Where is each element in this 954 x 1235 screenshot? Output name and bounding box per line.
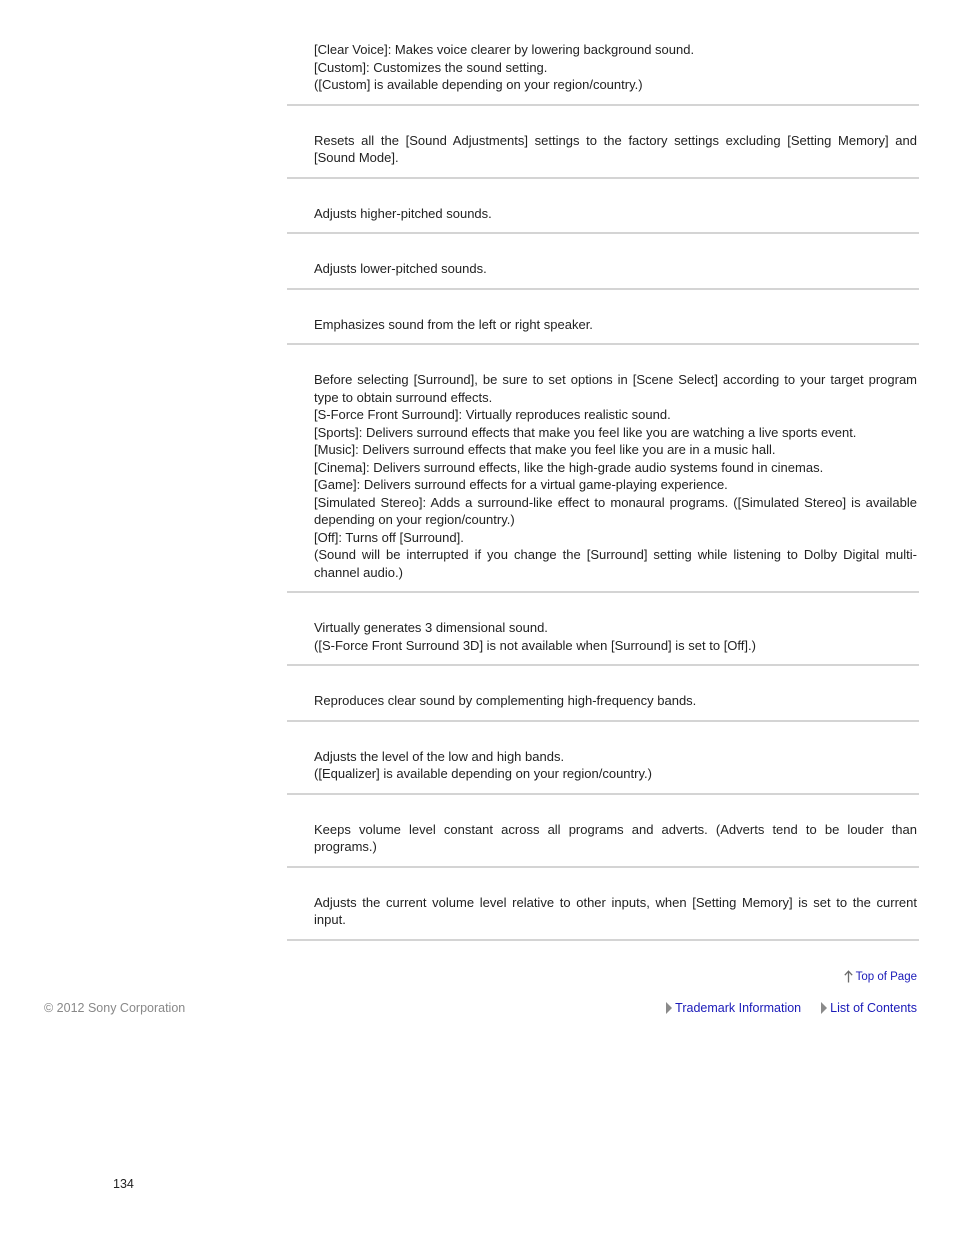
description-line: [Music]: Delivers surround effects that make you feel like you are in a music hall. — [314, 442, 776, 457]
description-line: Emphasizes sound from the left or right speaker. — [314, 316, 593, 332]
description-line: [Custom]: Customizes the sound setting. — [314, 59, 548, 75]
description-line: [Simulated Stereo]: Adds a surround-like effect to monaural programs. ([Simulated Stereo] is available depending on your region/country.) — [314, 494, 917, 527]
description-line: [Clear Voice]: Makes voice clearer by lowering background sound. — [314, 42, 695, 57]
list-of-contents-label: List of Contents — [830, 1001, 917, 1015]
list-of-contents-link[interactable] — [821, 1001, 917, 1015]
description-line: [Cinema]: Delivers surround effects, like the high-grade audio systems found in cinemas. — [314, 459, 824, 475]
description-line: ([S-Force Front Surround 3D] is not available when [Surround] is set to [Off].) — [314, 637, 756, 653]
description-line: ([Custom] is available depending on your region/country.) — [314, 77, 643, 92]
setting-row-reset — [287, 132, 919, 179]
description-line: (Sound will be interrupted if you change the [Surround] setting while listening to Dolby Digital multi-channel audio.) — [314, 547, 917, 580]
setting-description — [314, 316, 917, 334]
description-line: ([Equalizer] is available depending on your region/country.) — [314, 766, 652, 781]
setting-row-surround — [287, 371, 919, 593]
setting-description — [314, 371, 917, 581]
triangle-right-icon — [821, 1002, 827, 1014]
setting-description — [314, 619, 917, 654]
description-line: [Sports]: Delivers surround effects that make you feel like you are watching a live sports event. — [314, 424, 857, 440]
setting-row-sound-booster — [287, 692, 919, 722]
arrow-up-icon — [844, 970, 853, 983]
top-of-page-link[interactable] — [844, 970, 917, 983]
setting-description — [314, 748, 917, 783]
setting-row-treble — [287, 205, 919, 235]
setting-description — [314, 894, 917, 929]
description-line: Keeps volume level constant across all programs and adverts. (Adverts tend to be louder than programs.) — [314, 821, 917, 854]
description-line: Reproduces clear sound by complementing high-frequency bands. — [314, 693, 697, 708]
setting-description — [314, 132, 917, 167]
trademark-information-link[interactable] — [666, 1001, 801, 1015]
page-number: 134 — [113, 1177, 134, 1191]
trademark-information-label: Trademark Information — [675, 1001, 802, 1015]
description-line: [Game]: Delivers surround effects for a virtual game-playing experience. — [314, 477, 728, 492]
setting-description — [314, 41, 917, 94]
description-line: Adjusts the level of the low and high bands. — [314, 748, 565, 764]
setting-description — [314, 205, 917, 223]
setting-row-balance — [287, 316, 919, 346]
setting-row-bass — [287, 260, 919, 290]
triangle-right-icon — [666, 1002, 672, 1014]
description-line: Before selecting [Surround], be sure to set options in [Scene Select] according to your target program type to obtain surround effects. — [314, 372, 917, 405]
description-line: Adjusts the current volume level relative to other inputs, when [Setting Memory] is set to the current input. — [314, 894, 917, 927]
setting-row-equalizer — [287, 748, 919, 795]
setting-description — [314, 260, 917, 278]
description-line: Resets all the [Sound Adjustments] settings to the factory settings excluding [Setting Memory] and [Sound Mode]. — [314, 132, 917, 165]
setting-row-volume-offset — [287, 894, 919, 941]
copyright-notice: © 2012 Sony Corporation — [44, 1001, 186, 1015]
description-line: Adjusts lower-pitched sounds. — [314, 261, 487, 276]
setting-row-sound-mode — [287, 41, 919, 106]
top-of-page-label: Top of Page — [855, 970, 917, 983]
setting-description — [314, 692, 917, 710]
description-line: [S-Force Front Surround]: Virtually reproduces realistic sound. — [314, 407, 671, 422]
description-line: [Off]: Turns off [Surround]. — [314, 529, 464, 545]
setting-description — [314, 821, 917, 856]
setting-row-auto-volume — [287, 821, 919, 868]
setting-row-surround-3d — [287, 619, 919, 666]
description-line: Virtually generates 3 dimensional sound. — [314, 620, 548, 635]
footer-links — [666, 1001, 917, 1015]
description-line: Adjusts higher-pitched sounds. — [314, 205, 492, 221]
settings-descriptions — [287, 41, 919, 967]
